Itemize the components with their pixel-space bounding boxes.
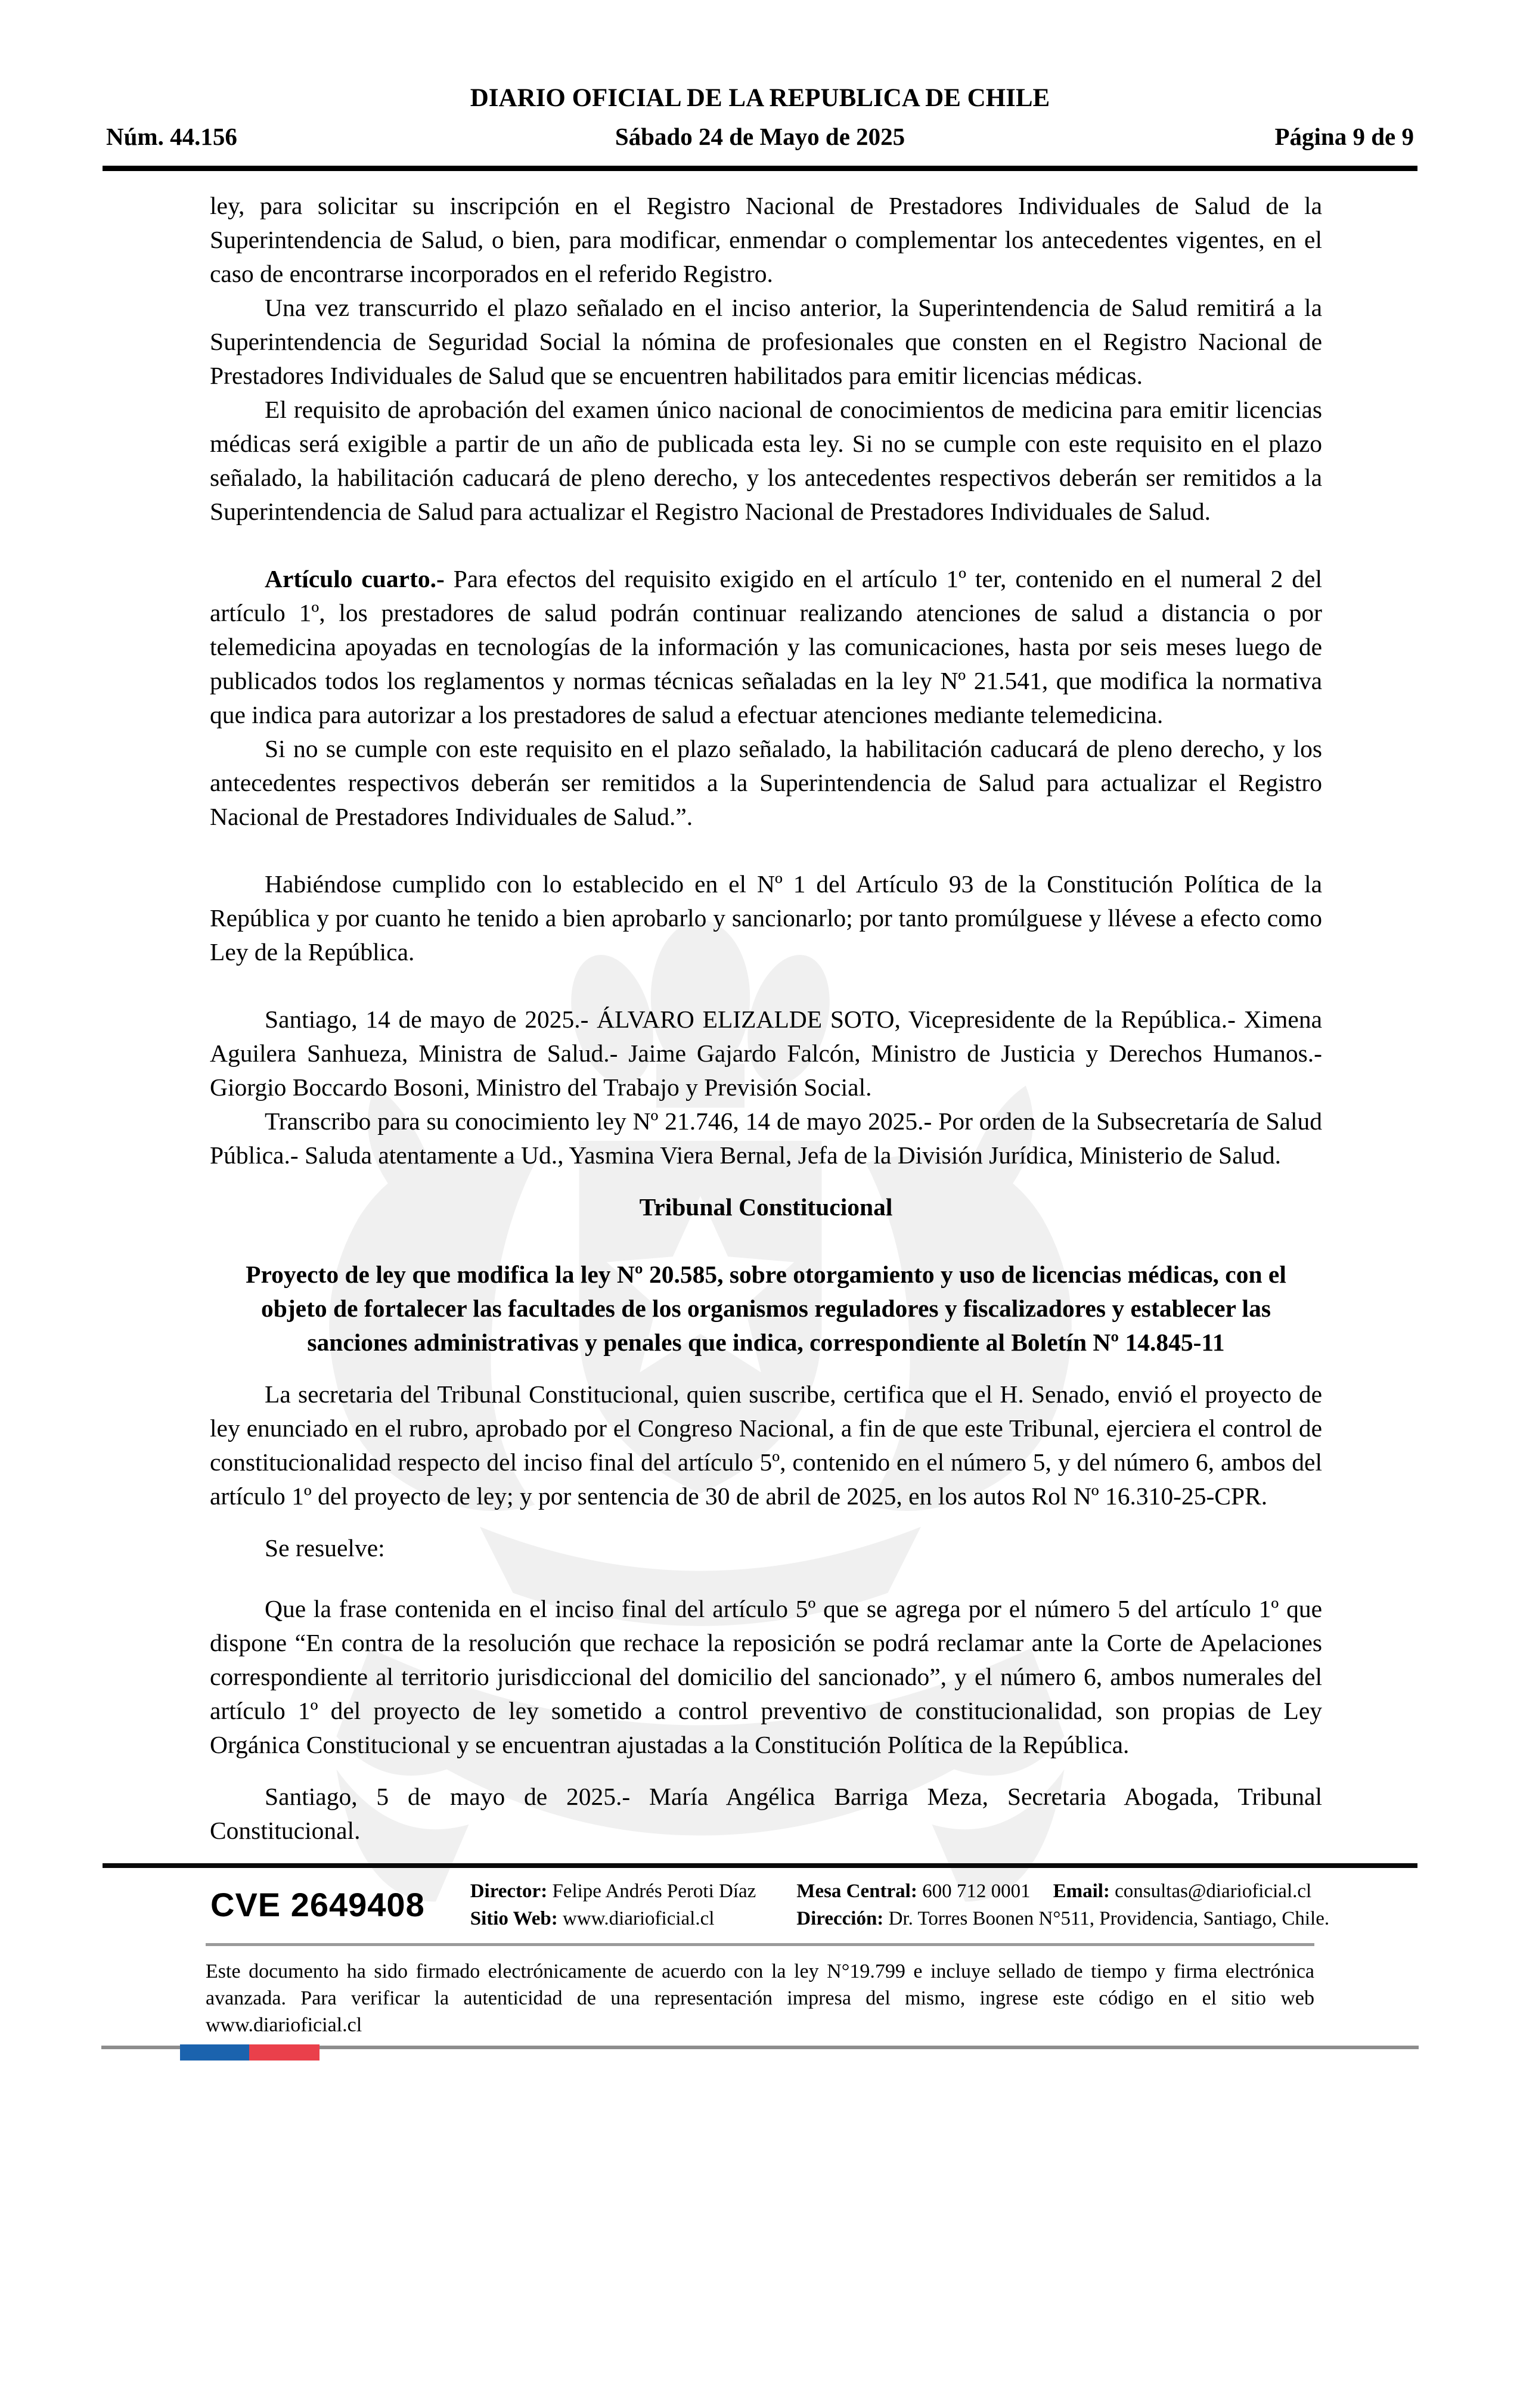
director-label: Director:: [470, 1881, 548, 1902]
mesa-central-label: Mesa Central:: [796, 1881, 917, 1902]
body-paragraph-5: Si no se cumple con este requisito en el plazo señalado, la habilitación caducará de pleno derecho, y los antecedentes respectivos deberán ser remitidos a la Superintendencia de Salud para actualizar el Registro Nacional de Prestadores Individuales de Salud.”.: [210, 735, 1322, 830]
body-paragraph-signatures: Santiago, 14 de mayo de 2025.- ÁLVARO ELIZALDE SOTO, Vicepresidente de la República.- Ximena Aguilera Sanhueza, Ministra de Salud.- Jaime Gajardo Falcón, Ministro de Justicia y Derechos Humanos.- Giorgio Boccardo Bosoni, Ministro del Trabajo y Previsión Social.: [210, 1006, 1322, 1101]
footer-info-box: [206, 1876, 1330, 1934]
footer-rule-mid: [206, 1943, 1314, 1946]
articulo-cuarto-label: Artículo cuarto.-: [265, 565, 445, 592]
body-paragraph-santiago-5-mayo: Santiago, 5 de mayo de 2025.- María Angélica Barriga Meza, Secretaria Abogada, Tribunal Constitucional.: [210, 1783, 1322, 1844]
issue-date: Sábado 24 de Mayo de 2025: [615, 123, 905, 150]
page-header: [0, 83, 1520, 171]
footer-rule-top: [103, 1863, 1417, 1868]
flag-blue-segment: [180, 2044, 249, 2061]
body-paragraph-3: El requisito de aprobación del examen único nacional de conocimientos de medicina para emitir licencias médicas será exigible a partir de un año de publicada esta ley. Si no se cumple con este requisito en el plazo señalado, la habilitación caducará de pleno derecho, y los antecedentes respectivos deberán ser remitidos a la Superintendencia de Salud para actualizar el Registro Nacional de Prestadores Individuales de Salud.: [210, 396, 1322, 525]
direccion-value: Dr. Torres Boonen N°511, Providencia, Santiago, Chile.: [888, 1908, 1330, 1929]
body-paragraph-resolucion: Que la frase contenida en el inciso final del artículo 5º que se agrega por el número 5 del artículo 1º que dispone “En contra de la resolución que rechace la reposición se podrá reclamar ante la Corte de Apelaciones correspondiente al territorio jurisdiccional del domicilio del sancionado”, y el número 6, ambos numerales del artículo 1º del proyecto de ley sometido a control preventivo de constitucionalidad, son propias de Ley Orgánica Constitucional y se encuentran ajustadas a la Constitución Política de la República.: [210, 1595, 1322, 1758]
footer-rule-bottom: [101, 2046, 1419, 2049]
electronic-signature-note: Este documento ha sido firmado electrónicamente de acuerdo con la ley N°19.799 e incluye sellado de tiempo y firma electrónica avanzada. Para verificar la autenticidad de una representación impresa del mismo, ingrese este código en el sitio web www.diarioficial.cl: [206, 1960, 1314, 2036]
page-title: DIARIO OFICIAL DE LA REPUBLICA DE CHILE: [470, 84, 1050, 112]
section-heading-tribunal: Tribunal Constitucional: [639, 1193, 893, 1221]
body-paragraph-certifica: La secretaria del Tribunal Constitucional, quien suscribe, certifica que el H. Senado, envió el proyecto de ley enunciado en el rubro, aprobado por el Congreso Nacional, a fin de que este Tribunal, ejerciera el control de constitucionalidad respecto del inciso final del artículo 5º, contenido en el número 5, y del número 6, ambos del artículo 1º del proyecto de ley; y por sentencia de 30 de abril de 2025, en los autos Rol Nº 16.310-25-CPR.: [210, 1380, 1322, 1510]
email-label: Email:: [1053, 1881, 1110, 1902]
direccion-label: Dirección:: [796, 1908, 884, 1929]
cve-code: CVE 2649408: [210, 1886, 425, 1923]
footer-contact-column: [776, 1876, 1350, 1934]
director-value: Felipe Andrés Peroti Díaz: [552, 1881, 756, 1902]
mesa-central-line: [796, 1878, 1329, 1905]
articulo-cuarto-text: Para efectos del requisito exigido en el artículo 1º ter, contenido en el numeral 2 del artículo 1º, los prestadores de salud podrán continuar realizando atenciones de salud a distancia o por telemedicina apoyadas en tecnologías de la información y las comunicaciones, hasta por seis meses luego de publicados todos los reglamentos y normas técnicas señaladas en la ley Nº 21.541, que modifica la normativa que indica para autorizar a los prestadores de salud a efectuar atenciones mediante telemedicina.: [210, 565, 1322, 728]
footer-director-column: [450, 1876, 777, 1934]
header-meta-row: [106, 122, 1414, 151]
flag-red-segment: [249, 2044, 319, 2061]
document-page: [0, 83, 1520, 2408]
header-rule: [103, 166, 1417, 171]
sitio-web-label: Sitio Web:: [470, 1908, 558, 1929]
sitio-web-line: [470, 1905, 756, 1932]
direccion-line: [796, 1905, 1329, 1932]
body-paragraph-articulo-cuarto: [210, 562, 1322, 732]
page-footer: [0, 1863, 1520, 2049]
issue-number: Núm. 44.156: [106, 123, 237, 150]
body-paragraph-6: Habiéndose cumplido con lo establecido en el Nº 1 del Artículo 93 de la Constitución Política de la República y por cuanto he tenido a bien aprobarlo y sancionarlo; por tanto promúlguese y llévese a efecto como Ley de la República.: [210, 870, 1322, 966]
body-paragraph-1: ley, para solicitar su inscripción en el Registro Nacional de Prestadores Individuales de Salud de la Superintendencia de Salud, o bien, para modificar, enmendar o complementar los antecedentes vigentes, en el caso de encontrarse incorporados en el referido Registro.: [210, 192, 1322, 287]
chile-flag-bar: [180, 2044, 319, 2061]
page-indicator: Página 9 de 9: [1274, 123, 1414, 150]
document-body: [210, 189, 1322, 1848]
body-paragraph-2: Una vez transcurrido el plazo señalado en el inciso anterior, la Superintendencia de Salud remitirá a la Superintendencia de Seguridad Social la nómina de profesionales que consten en el Registro Nacional de Prestadores Individuales de Salud que se encuentren habilitados para emitir licencias médicas.: [210, 294, 1322, 389]
director-line: [470, 1878, 756, 1905]
mesa-central-value: 600 712 0001: [922, 1881, 1031, 1902]
sitio-web-value: www.diarioficial.cl: [562, 1908, 715, 1929]
section-heading-proyecto: Proyecto de ley que modifica la ley Nº 20.585, sobre otorgamiento y uso de licencias médicas, con el objeto de fortalecer las facultades de los organismos reguladores y fiscalizadores y establecer las sanciones administrativas y penales que indica, correspondiente al Boletín Nº 14.845-11: [246, 1261, 1286, 1356]
body-paragraph-se-resuelve: Se resuelve:: [265, 1534, 385, 1562]
body-paragraph-transcribo: Transcribo para su conocimiento ley Nº 21.746, 14 de mayo 2025.- Por orden de la Subsecretaría de Salud Pública.- Saluda atentamente a Ud., Yasmina Viera Bernal, Jefa de la División Jurídica, Ministerio de Salud.: [210, 1107, 1322, 1169]
email-value: consultas@diarioficial.cl: [1115, 1881, 1312, 1902]
